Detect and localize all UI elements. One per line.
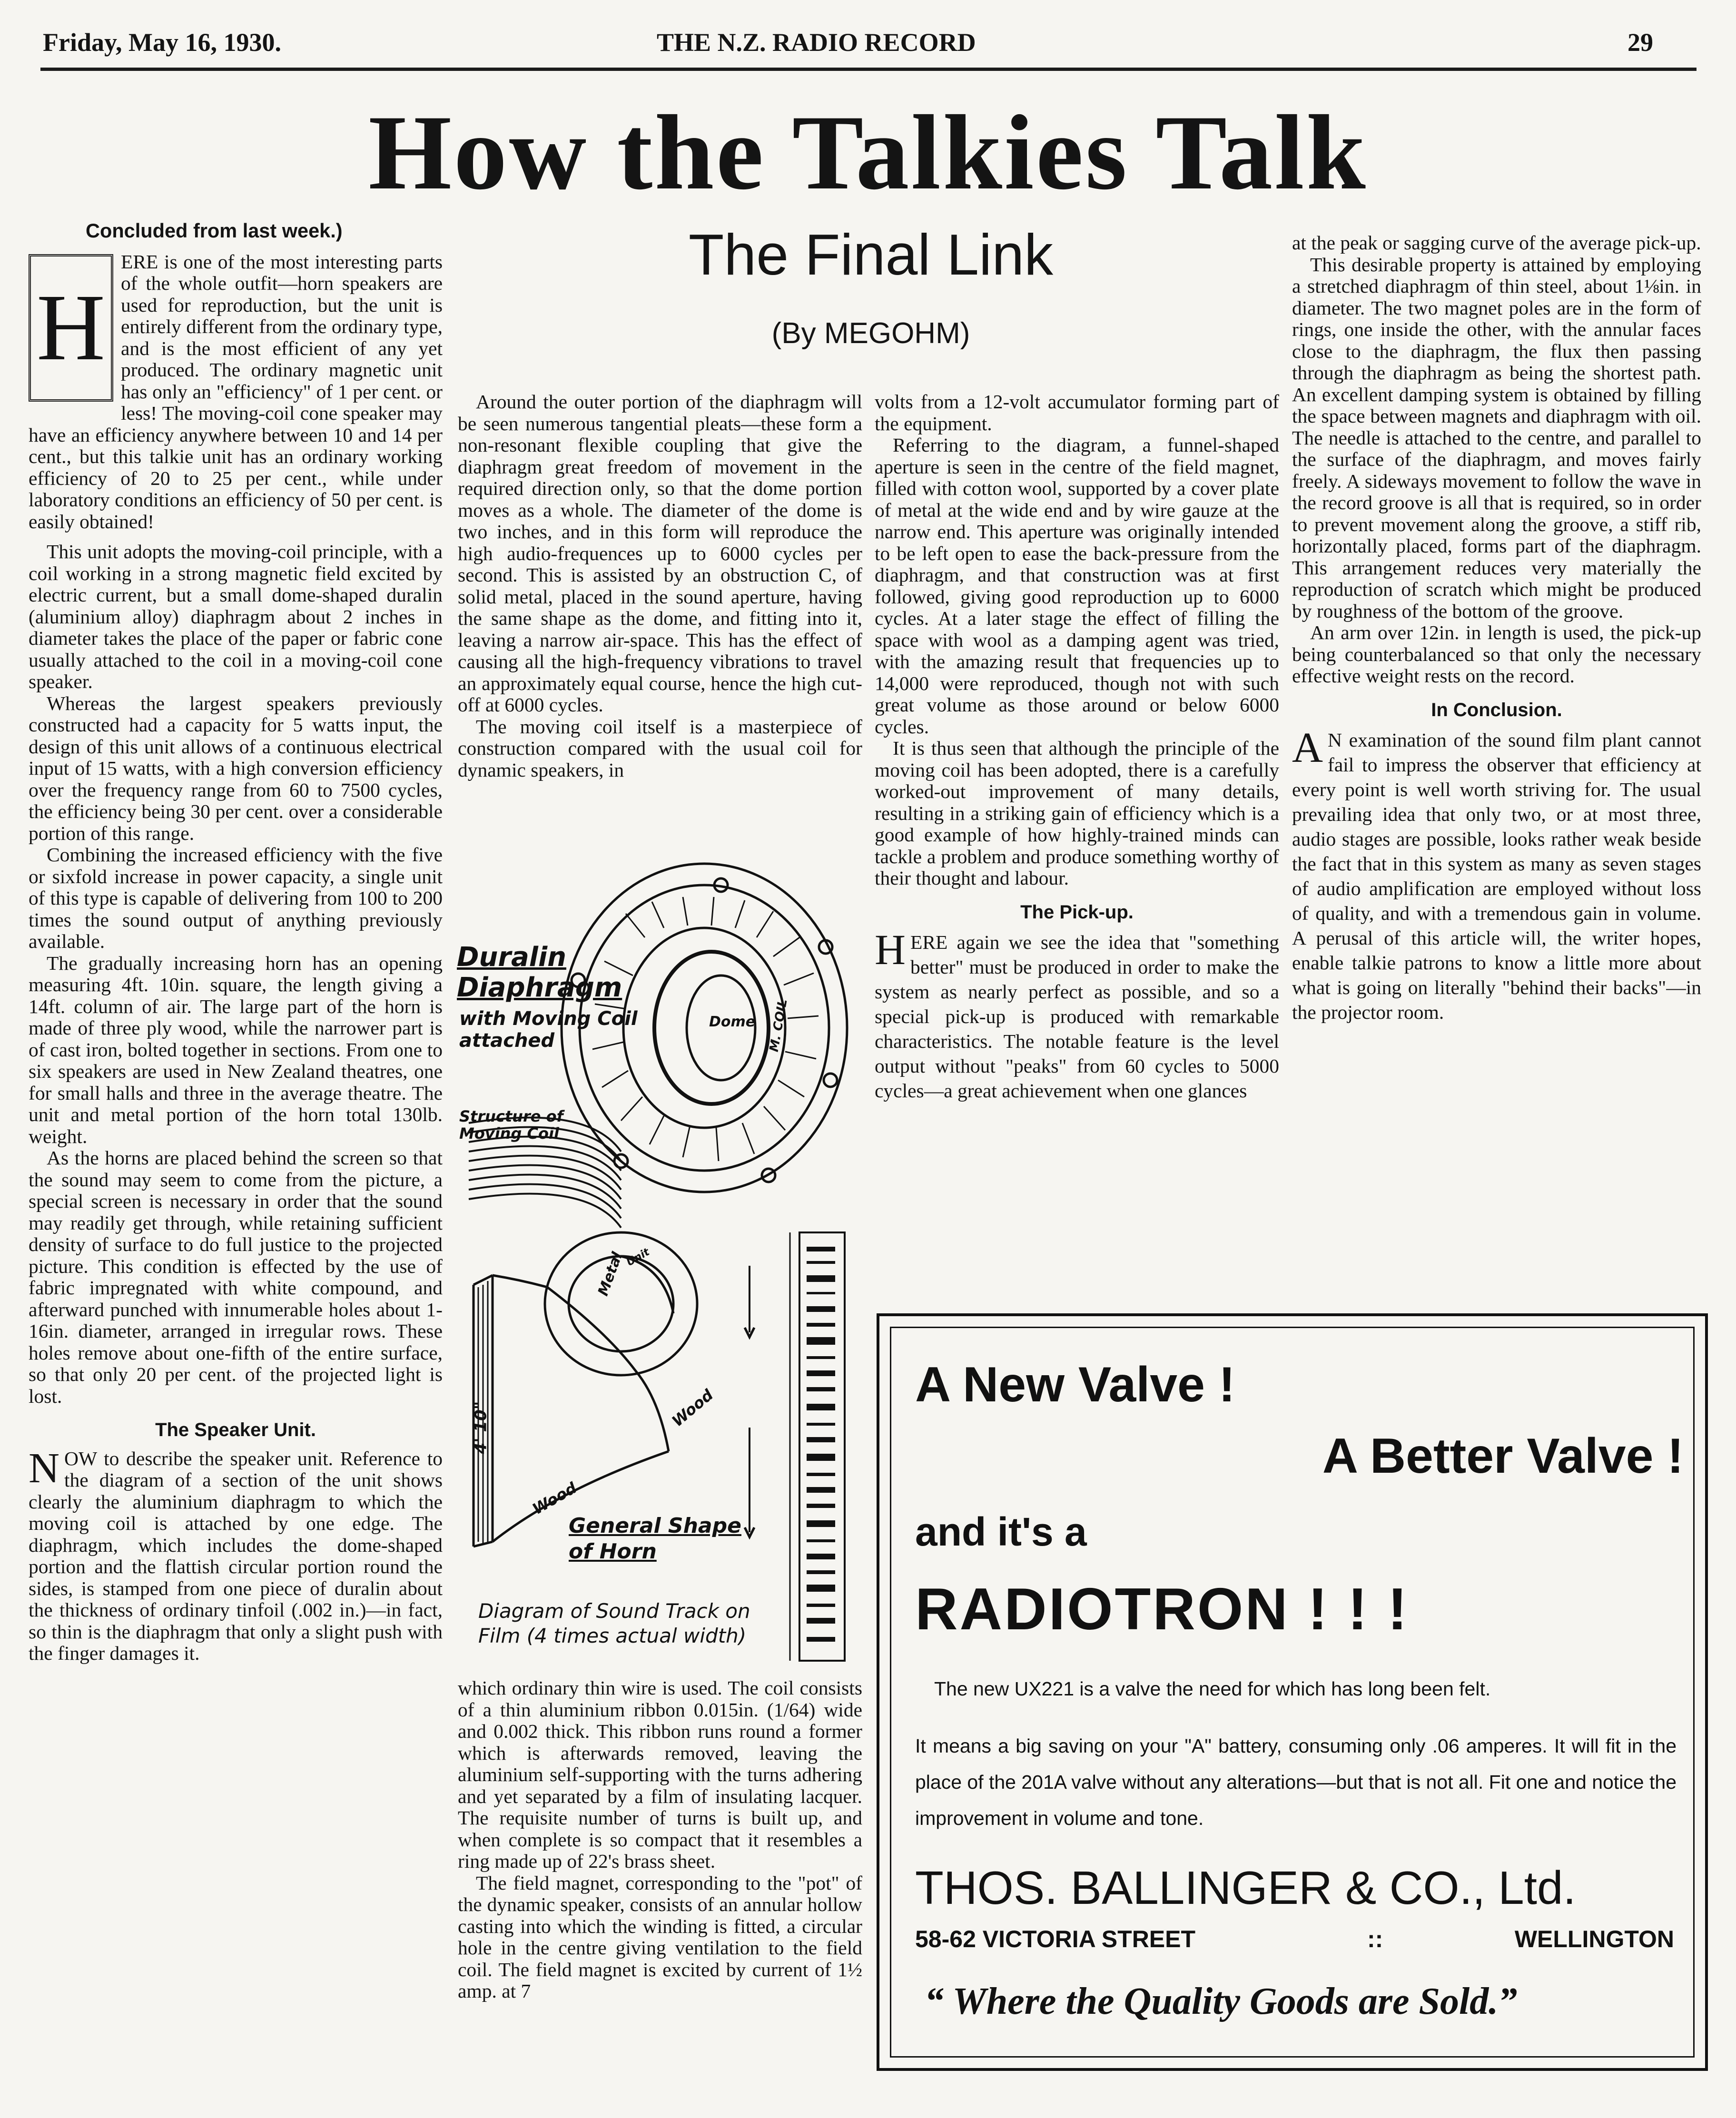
ad-line-its-a: and it's a — [915, 1509, 1087, 1554]
paragraph: N examination of the sound film plant cannot fail to impress the observer that efficiency at every point is well worth striving for. The usual prevailing idea that only two, or at most three, audio stages are possible, looks rather weak beside the fact that in this system as many as seven stages of audio amplification are employed without loss of quality, and with a tremendous gain in volume. A perusal of this article will, the writer hopes, enable talkie patrons to know a little more about what is going on literally "behind their backs"—in the projector room. — [1292, 729, 1701, 1023]
paragraph: OW to describe the speaker unit. Reference to the diagram of a section of the unit shows clearly the aluminium diaphragm to which the moving coil is attached by one edge. The diaphragm, which includes the dome-shaped portion and the flattish circular portion round the sides, is stamped from one piece of duralin about the thickness of ordinary tinfoil (.002 in.)—in fact, so thin is the diaphragm that only a slight push with the finger damages it. — [29, 1447, 443, 1664]
ad-line-better-valve: A Better Valve ! — [1322, 1428, 1684, 1484]
label-metal: Metal — [594, 1250, 626, 1299]
paragraph: The moving coil itself is a masterpiece of construction compared with the usual coil for dynamic speakers, in — [458, 715, 862, 781]
paragraph: Referring to the diagram, a funnel-shaped aperture is seen in the centre of the field magnet, filled with cotton wool, supported by a cover plate of metal at the wide end and by wire gauze at the narrow end. This aperture was originally intended to be left open to ease the back-pressure from the diaphragm, and that construction was at first followed, giving good reproduction up to 6000 cycles. At a later stage the effect of filling the space with wool as a damping agent was tried, with the amazing result that frequencies up to 14,000 were reproduced, though not with such great volume as those around or below 6000 cycles. — [875, 434, 1279, 738]
ad-slogan: “ Where the Quality Goods are Sold.” — [925, 1980, 1518, 2022]
article-column-1 — [29, 220, 443, 1665]
label-dome: Dome — [709, 1014, 756, 1030]
drop-cap: N — [29, 1444, 59, 1492]
label-with-coil-line1: with Moving Coil — [459, 1008, 638, 1030]
speaker-diagram — [457, 857, 854, 1670]
label-duralin-line1: Duralin — [457, 942, 567, 973]
ad-inner-border — [890, 1327, 1695, 2058]
label-horn-line2: of Horn — [569, 1539, 657, 1564]
label-duralin-line2: Diaphragm — [457, 972, 622, 1003]
paragraph: Whereas the largest speakers previously constructed had a capacity for 5 watts input, the design of this unit allows of a continuous electrical input of 15 watts, with a high conversion efficiency over the frequency range from 60 to 7500 cycles, the efficiency being 30 per cent. over a considerable portion of this range. — [29, 692, 443, 844]
ad-brand-radiotron: RADIOTRON ! ! ! — [915, 1576, 1410, 1642]
label-moving-coil: M. COIL — [767, 998, 790, 1053]
drop-cap: A — [1292, 724, 1323, 771]
paragraph: As the horns are placed behind the screen so that the sound may seem to come from the picture, a special screen is necessary in order that the sound may readily get through, while retaining sufficient density of surface to do full justice to the projected picture. This condition is effected by the use of fabric impregnated with white compound, and afterward punched with innumerable holes about 1-16in. diameter, arranged in irregular rows. These holes remove about one-fifth of the entire surface, so that only 20 per cent. of the projected light is lost. — [29, 1147, 443, 1407]
label-with-moving-coil — [459, 1008, 638, 1052]
ad-body-details: It means a big saving on your "A" battery, consuming only .06 amperes. It will fit in the place of the 201A valve without any alterations—but that is not all. Fit one and notice the improvement in volume and tone. — [915, 1735, 1677, 1829]
article-column-2-top — [458, 391, 862, 781]
drop-cap: H — [875, 926, 906, 974]
label-structure-line2: Moving Coil — [459, 1124, 559, 1143]
ad-company-name: THOS. BALLINGER & CO., Ltd. — [915, 1862, 1576, 1914]
paragraph: This unit adopts the moving-coil principle, with a coil working in a strong magnetic field excited by electric current, but a small dome-shaped duralin (aluminium alloy) diaphragm about 2 inches in diameter takes the place of the paper or fabric cone usually attached to the coil in a moving-coil cone speaker. — [29, 541, 443, 692]
ad-line-new-valve: A New Valve ! — [915, 1357, 1235, 1412]
label-horn-height: 4' 10" — [471, 1401, 491, 1454]
radiotron-advertisement — [877, 1313, 1708, 2071]
ad-body-intro: The new UX221 is a valve the need for which has long been felt. — [934, 1678, 1491, 1700]
header-rule — [40, 68, 1697, 71]
paragraph: volts from a 12-volt accumulator forming part of the equipment. — [875, 391, 1279, 434]
paragraph: at the peak or sagging curve of the average pick-up. — [1292, 232, 1701, 254]
article-column-3 — [875, 391, 1279, 1103]
ad-address-street: 58-62 VICTORIA STREET — [915, 1926, 1196, 1952]
continued-note: Concluded from last week.) — [86, 219, 343, 242]
section-heading: In Conclusion. — [1431, 699, 1562, 720]
paragraph: Combining the increased efficiency with the five or sixfold increase in power capacity, a single unit of this type is capable of delivering from 100 to 200 times the sound output of anything previously available. — [29, 844, 443, 952]
label-unit: Unit — [624, 1246, 652, 1269]
label-sound-track — [478, 1599, 750, 1648]
section-heading: The Pick-up. — [1020, 901, 1134, 923]
label-wood-upper: Wood — [668, 1386, 717, 1430]
paragraph: which ordinary thin wire is used. The coil consists of a thin aluminium ribbon 0.015in. (1/64) wide and 0.002 thick. This ribbon runs round a former which is afterwards removed, leaving the aluminium self-supporting with the turns adhering and yet separated by a film of insulating lacquer. The requisite number of turns is built up, and when complete is so compact that it resembles a ring made up of 22's brass sheet. — [458, 1677, 862, 1872]
label-with-coil-line2: attached — [459, 1030, 555, 1052]
paragraph: It is thus seen that although the principle of the moving coil has been adopted, there is a carefully worked-out improvement of many details, resulting in a striking gain of efficiency which is a good example of how highly-trained minds can tackle a problem and produce something worthy of their thought and labour. — [875, 737, 1279, 889]
label-horn-shape — [569, 1513, 741, 1565]
label-duralin — [457, 942, 622, 1003]
label-structure-line1: Structure of — [459, 1107, 563, 1125]
page-header — [43, 28, 1694, 66]
article-title: How the Talkies Talk — [368, 93, 1368, 212]
paragraph: The gradually increasing horn has an opening measuring 4ft. 10in. square, the length giving a 14ft. column of air. The large part of the horn is made of three ply wood, while the narrower part is of cast iron, bolted together in sections. From one to six speakers are used in New Zealand theatres, one for small halls and three in the average theatre. The unit and metal portion of the horn total 130lb. weight. — [29, 952, 443, 1147]
label-wood-lower: Wood — [529, 1478, 580, 1518]
label-track-line2: Film (4 times actual width) — [478, 1624, 747, 1647]
article-column-4 — [1292, 232, 1701, 1025]
label-horn-line1: General Shape — [569, 1514, 741, 1538]
article-byline: (By MEGOHM) — [771, 317, 970, 350]
paragraph: This desirable property is attained by employing a stretched diaphragm of thin steel, about 1⅛in. in diameter. The two magnet poles are in the form of rings, one inside the other, with the annular faces close to the diaphragm, the flux then passing through the diaphragm as being the shortest path. An excellent damping system is obtained by filling the space between magnets and diaphragm with oil. The needle is attached to the centre, and parallel to the surface of the diaphragm, and moves fairly freely. A sideways movement to follow the wave in the record groove is all that is required, so in order to prevent movement along the groove, a stiff rib, horizontally placed, forms part of the diaphragm. This arrangement reduces very materially the reproduction of scratch which might be produced by roughness of the bottom of the groove. — [1292, 253, 1701, 622]
publication-name: THE N.Z. RADIO RECORD — [657, 28, 976, 57]
paragraph: An arm over 12in. in length is used, the pick-up being counterbalanced so that only the necessary effective weight rests on the record. — [1292, 621, 1701, 687]
paragraph: ERE again we see the idea that "something better" must be produced in order to make the system as nearly perfect as possible, and so a special pick-up is produced with remarkable characteristics. The notable feature is the level output without "peaks" from 60 cycles to 5000 cycles—a great achievement when one glances — [875, 931, 1279, 1102]
ad-address-city: WELLINGTON — [1514, 1926, 1674, 1952]
page-number: 29 — [1628, 28, 1653, 57]
paragraph: The field magnet, corresponding to the "pot" of the dynamic speaker, consists of an annular hollow casting into which the winding is fitted, a circular hole in the centre giving ventilation to the field coil. The field magnet is excited by current of 1½ amp. at 7 — [458, 1872, 862, 2002]
paragraph: Around the outer portion of the diaphragm will be seen numerous tangential pleats—these form a non-resonant flexible coupling that give the diaphragm great freedom of movement in the required direction only, so that the dome portion moves as a whole. The diameter of the dome is two inches, and in this form will reproduce the high audio-frequences up to 6000 cycles per second. This is assisted by an obstruction C, of solid metal, placed in the sound aperture, having the same shape as the dome, and fitting into it, leaving a narrow air-space. This has the effect of causing all the high-frequency vibrations to travel an approximately equal course, hence the high cut-off at 6000 cycles. — [458, 391, 862, 716]
ornamental-drop-cap: H — [29, 254, 113, 402]
article-column-2-bottom — [458, 1677, 862, 2002]
paragraph: ERE is one of the most interesting parts of the whole outfit—horn speakers are used for reproduction, but the unit is entirely different from the ordinary type, and is the most efficient of any yet produced. The ordinary magnetic unit has only an "efficiency" of 1 per cent. or less! The moving-coil cone speaker may have an efficiency anywhere between 10 and 14 per cent., but this talkie unit has an ordinary working efficiency of 20 to 25 per cent., while under laboratory conditions an efficiency of 50 per cent. is easily obtained! — [29, 250, 443, 532]
article-subtitle: The Final Link — [688, 222, 1054, 287]
ad-address-separator: :: — [1367, 1926, 1383, 1952]
issue-date: Friday, May 16, 1930. — [43, 28, 281, 57]
section-heading: The Speaker Unit. — [155, 1419, 316, 1440]
label-track-line1: Diagram of Sound Track on — [478, 1599, 750, 1623]
label-structure — [459, 1108, 563, 1142]
